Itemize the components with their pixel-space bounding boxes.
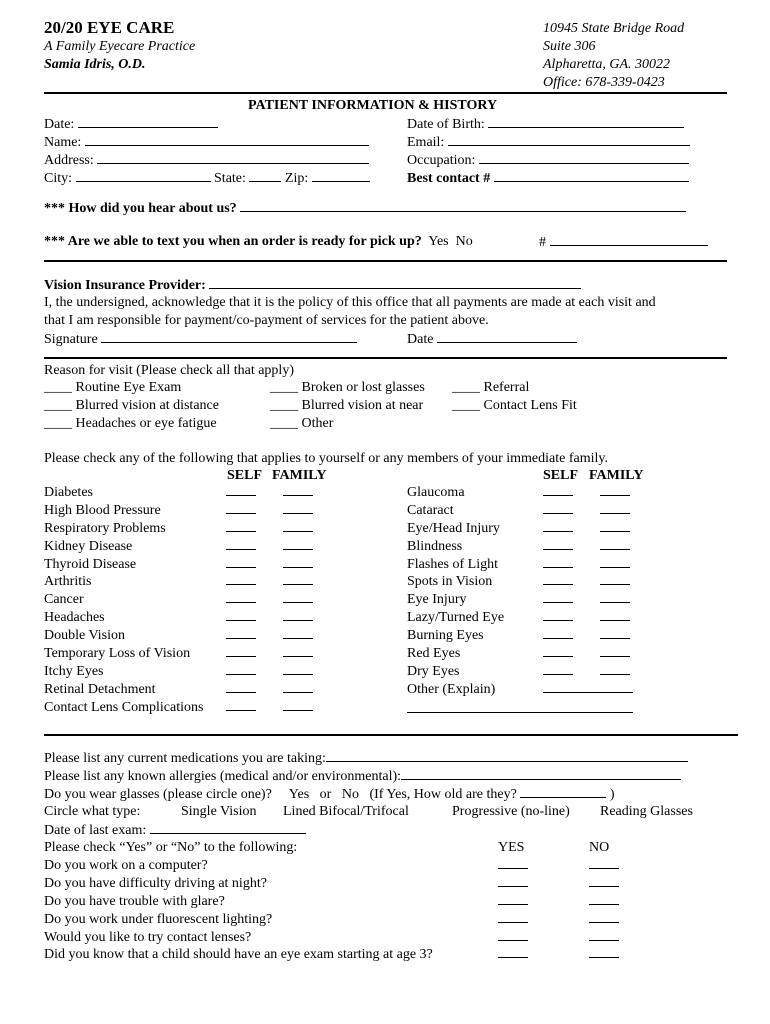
condition-checkbox-pair[interactable] (543, 645, 633, 663)
condition-checkbox-pair[interactable] (226, 573, 313, 591)
condition-label: Dry Eyes (407, 663, 460, 679)
glasses-question-text: Do you wear glasses (please circle one)? (44, 787, 272, 802)
condition-label: Itchy Eyes (44, 663, 104, 679)
insurance-label: Vision Insurance Provider: (44, 278, 206, 293)
reason-option[interactable]: ____ Referral (452, 380, 530, 395)
condition-label: Respiratory Problems (44, 520, 166, 536)
condition-checkbox-pair[interactable] (226, 556, 313, 574)
allergies-label: Please list any known allergies (medical and/or environmental): (44, 769, 402, 784)
form-title: PATIENT INFORMATION & HISTORY (248, 98, 498, 113)
condition-checkbox-pair[interactable] (543, 556, 633, 574)
practice-name: 20/20 EYE CARE (44, 18, 175, 37)
dob-field[interactable] (407, 115, 684, 133)
no-checkboxes (589, 857, 619, 964)
glasses-age-close: ) (609, 787, 615, 802)
no-checkbox[interactable] (589, 893, 619, 911)
reason-heading: Reason for visit (Please check all that apply) (44, 363, 294, 378)
state-label: State: (214, 171, 246, 186)
condition-checkbox-pair[interactable] (226, 699, 313, 717)
email-label: Email: (407, 135, 445, 150)
condition-label: Spots in Vision (407, 574, 493, 590)
address-label: Address: (44, 153, 94, 168)
no-checkbox[interactable] (589, 929, 619, 947)
condition-checkbox-pair[interactable] (226, 663, 313, 681)
medications-field[interactable] (44, 749, 688, 767)
self-header-left: SELF (227, 468, 263, 483)
header-divider (44, 92, 727, 94)
text-question-text: *** Are we able to text you when an order is ready for pick up? (44, 234, 422, 249)
last-exam-label: Date of last exam: (44, 823, 147, 838)
family-header-left: FAMILY (272, 468, 327, 483)
condition-label: Eye Injury (407, 592, 467, 608)
referral-question[interactable] (44, 199, 686, 217)
reason-option[interactable]: ____ Blurred vision at distance (44, 397, 219, 413)
yes-no-question: Did you know that a child should have an eye exam starting at age 3? (44, 947, 433, 963)
best-contact-label: Best contact # (407, 171, 491, 186)
email-field[interactable] (407, 133, 690, 151)
condition-label: Eye/Head Injury (407, 520, 500, 536)
reason-option[interactable]: ____ Blurred vision at near (270, 397, 424, 413)
condition-checkbox-pair[interactable] (543, 520, 633, 538)
condition-checkbox-pair[interactable] (543, 663, 633, 681)
lens-type-lined-bifocal[interactable]: Lined Bifocal/Trifocal (283, 804, 409, 819)
conditions-left-checkboxes (226, 484, 313, 717)
condition-checkbox-pair[interactable] (543, 627, 633, 645)
section-divider-1 (44, 260, 727, 262)
condition-checkbox-pair[interactable] (543, 591, 633, 609)
reason-option[interactable]: ____ Headaches or eye fatigue (44, 415, 217, 431)
reason-column-3 (452, 379, 577, 415)
condition-label: Blindness (407, 538, 463, 554)
reason-option[interactable]: ____ Other (270, 415, 334, 431)
condition-label: Arthritis (44, 574, 92, 590)
signature-label: Signature (44, 332, 98, 347)
condition-checkbox-pair[interactable] (543, 573, 633, 591)
yes-checkbox[interactable] (498, 946, 528, 964)
conditions-left-column (44, 484, 203, 717)
lens-type-reading-glasses[interactable]: Reading Glasses (600, 804, 693, 819)
address-line-2: Suite 306 (543, 39, 596, 54)
signature-date-field[interactable] (407, 330, 577, 348)
condition-label: Cataract (407, 502, 454, 518)
condition-checkbox-pair[interactable] (226, 591, 313, 609)
condition-checkbox-pair[interactable] (543, 609, 633, 627)
reason-column-1 (44, 379, 219, 433)
condition-label: Glaucoma (407, 485, 465, 500)
other-explain-line[interactable] (407, 700, 633, 718)
section-divider-2 (44, 357, 727, 359)
zip-label: Zip: (284, 171, 309, 186)
occupation-field[interactable] (407, 151, 689, 169)
conditions-right-checkboxes (543, 484, 633, 699)
condition-label: Red Eyes (407, 646, 461, 662)
yes-checkbox[interactable] (498, 911, 528, 929)
text-yes-option[interactable]: Yes (428, 234, 449, 249)
yes-checkbox[interactable] (498, 875, 528, 893)
condition-label: Flashes of Light (407, 556, 498, 572)
condition-checkbox-pair[interactable] (226, 645, 313, 663)
lens-type-label: Circle what type: (44, 804, 141, 819)
yes-no-question: Do you have trouble with glare? (44, 893, 225, 909)
yes-checkbox[interactable] (498, 929, 528, 947)
no-checkbox[interactable] (589, 946, 619, 964)
acknowledgement-line-1: I, the undersigned, acknowledge that it is the policy of this office that all payments are made at each visit and (44, 295, 656, 310)
doctor-name: Samia Idris, O.D. (44, 57, 146, 72)
condition-checkbox-pair[interactable] (543, 484, 633, 502)
city-label: City: (44, 171, 73, 186)
condition-checkbox-pair[interactable] (226, 484, 313, 502)
self-header-right: SELF (543, 468, 579, 483)
date-label: Date: (44, 117, 75, 132)
condition-checkbox-pair[interactable] (226, 681, 313, 699)
yes-no-question: Do you have difficulty driving at night? (44, 875, 267, 891)
other-explain-blank[interactable] (543, 681, 633, 699)
section-divider-3 (44, 734, 738, 736)
address-city: Alpharetta, GA. 30022 (543, 57, 671, 72)
yes-no-questions (44, 857, 433, 964)
text-permission-question[interactable] (44, 233, 473, 250)
yes-no-question: Would you like to try contact lenses? (44, 929, 252, 945)
yes-checkbox[interactable] (498, 893, 528, 911)
condition-label: Kidney Disease (44, 538, 133, 554)
medications-label: Please list any current medications you are taking: (44, 751, 326, 766)
condition-checkbox-pair[interactable] (226, 609, 313, 627)
yes-column-header: YES (498, 840, 525, 855)
glasses-yes-option[interactable]: Yes (288, 787, 310, 802)
glasses-no-option[interactable]: No (341, 787, 359, 802)
office-phone: Office: 678-339-0423 (543, 75, 665, 90)
yes-checkbox[interactable] (498, 857, 528, 875)
glasses-age-label: (If Yes, How old are they? (369, 787, 517, 802)
last-exam-field[interactable] (44, 821, 306, 839)
conditions-heading: Please check any of the following that applies to yourself or any members of your immediate family. (44, 451, 608, 466)
address-field[interactable] (44, 151, 369, 169)
reason-column-2 (270, 379, 425, 433)
reason-option[interactable]: ____ Broken or lost glasses (270, 380, 425, 395)
no-checkbox[interactable] (589, 857, 619, 875)
condition-label: Other (Explain) (407, 681, 496, 697)
condition-checkbox-pair[interactable] (543, 502, 633, 520)
condition-label: Double Vision (44, 628, 125, 644)
condition-label: Diabetes (44, 485, 93, 500)
best-contact-field[interactable] (407, 169, 689, 187)
condition-label: Headaches (44, 610, 105, 626)
no-checkbox[interactable] (589, 875, 619, 893)
insurance-field[interactable] (44, 276, 581, 294)
signature-date-label: Date (407, 332, 434, 347)
glasses-question[interactable] (44, 785, 614, 803)
no-column-header: NO (589, 840, 610, 855)
family-header-right: FAMILY (589, 468, 644, 483)
occupation-label: Occupation: (407, 153, 476, 168)
name-field[interactable] (44, 133, 369, 151)
condition-checkbox-pair[interactable] (226, 538, 313, 556)
condition-checkbox-pair[interactable] (226, 520, 313, 538)
lens-type-single-vision[interactable]: Single Vision (181, 804, 257, 819)
reason-option[interactable]: ____ Routine Eye Exam (44, 380, 182, 395)
condition-label: High Blood Pressure (44, 502, 161, 518)
text-number-field[interactable] (539, 233, 708, 251)
referral-question-text: *** How did you hear about us? (44, 201, 237, 216)
acknowledgement-line-2: that I am responsible for payment/co-payment of services for the patient above. (44, 313, 489, 328)
lens-type-progressive[interactable]: Progressive (no-line) (452, 804, 570, 819)
no-checkbox[interactable] (589, 911, 619, 929)
reason-option[interactable]: ____ Contact Lens Fit (452, 397, 577, 413)
check-instruction: Please check “Yes” or “No” to the following: (44, 840, 298, 855)
glasses-or-text: or (319, 787, 332, 802)
condition-label: Burning Eyes (407, 628, 484, 644)
address-line-1: 10945 State Bridge Road (543, 21, 685, 36)
practice-tagline: A Family Eyecare Practice (44, 39, 196, 54)
signature-field[interactable] (44, 330, 357, 348)
allergies-field[interactable] (44, 767, 681, 785)
yes-no-question: Do you work on a computer? (44, 858, 208, 873)
city-state-zip-field[interactable] (44, 169, 370, 187)
yes-no-question: Do you work under fluorescent lighting? (44, 911, 273, 927)
date-field[interactable] (44, 115, 218, 133)
yes-checkboxes (498, 857, 528, 964)
condition-label: Thyroid Disease (44, 556, 137, 572)
text-number-label: # (539, 235, 546, 250)
condition-label: Retinal Detachment (44, 681, 156, 697)
text-no-option[interactable]: No (455, 234, 473, 249)
conditions-right-column (407, 484, 504, 699)
condition-label: Lazy/Turned Eye (407, 610, 505, 626)
condition-label: Temporary Loss of Vision (44, 646, 191, 662)
dob-label: Date of Birth: (407, 117, 485, 132)
condition-checkbox-pair[interactable] (543, 538, 633, 556)
condition-checkbox-pair[interactable] (226, 502, 313, 520)
condition-label: Contact Lens Complications (44, 699, 204, 715)
condition-checkbox-pair[interactable] (226, 627, 313, 645)
condition-label: Cancer (44, 592, 84, 608)
name-label: Name: (44, 135, 82, 150)
